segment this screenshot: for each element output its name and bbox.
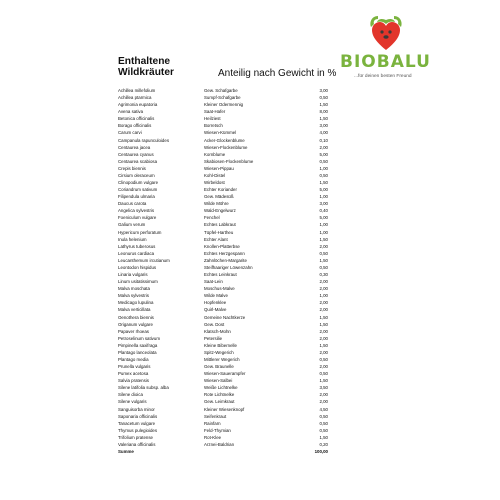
table-row bbox=[118, 115, 328, 122]
german-name: Wilde Möhre bbox=[204, 201, 229, 207]
german-name: Wald-Engelwurz bbox=[204, 208, 236, 214]
table-row bbox=[118, 236, 328, 243]
latin-name: Galium verum bbox=[118, 222, 146, 228]
dog-heart-logo-icon bbox=[368, 14, 404, 54]
weight-percent: 2,00 bbox=[319, 286, 328, 292]
table-row bbox=[118, 108, 328, 115]
table-row bbox=[118, 101, 328, 108]
latin-name: Thymus pulegioides bbox=[118, 427, 158, 433]
german-name: Arznei-Baldrian bbox=[204, 441, 235, 447]
weight-percent: 0,50 bbox=[319, 264, 328, 270]
weight-percent: 0,50 bbox=[319, 172, 328, 178]
latin-name: Hypericum perforatum bbox=[118, 229, 162, 235]
weight-percent: 1,50 bbox=[319, 102, 328, 108]
latin-name: Filipendula ulmaria bbox=[118, 194, 155, 200]
weight-percent: 0,50 bbox=[319, 158, 328, 164]
german-name: Zahnlöchen-Margarite bbox=[204, 257, 247, 263]
latin-name: Linum usitatissimum bbox=[118, 279, 158, 285]
german-name: Kleine Bibernelle bbox=[204, 342, 237, 348]
latin-name: Papaver rhoeas bbox=[118, 328, 149, 334]
german-name: Tüpfel-Hartheu bbox=[204, 229, 234, 235]
weight-percent: 1,50 bbox=[319, 180, 328, 186]
table-row bbox=[118, 214, 328, 221]
weight-percent: 4,00 bbox=[319, 130, 328, 136]
german-name: Wiesen-Salbei bbox=[204, 378, 233, 384]
table-row bbox=[118, 349, 328, 356]
total-label: Summe bbox=[118, 448, 134, 454]
table-title bbox=[118, 56, 228, 78]
table-row bbox=[118, 328, 328, 335]
column-header: Anteilig nach Gewicht in % bbox=[218, 68, 337, 79]
weight-percent: 2,00 bbox=[319, 399, 328, 405]
table-row bbox=[118, 406, 328, 413]
table-row bbox=[118, 384, 328, 391]
table-row bbox=[118, 264, 328, 271]
weight-percent: 1,00 bbox=[319, 194, 328, 200]
table-row bbox=[118, 363, 328, 370]
latin-name: Malva verticillata bbox=[118, 307, 151, 313]
german-name: Rote Lichtnelke bbox=[204, 392, 235, 398]
latin-name: Oenothera biennis bbox=[118, 314, 154, 320]
german-name: Klatsch-Mohn bbox=[204, 328, 231, 334]
table-row bbox=[118, 278, 328, 285]
table-row bbox=[118, 165, 328, 172]
table-row bbox=[118, 398, 328, 405]
weight-percent: 1,50 bbox=[319, 314, 328, 320]
german-name: Seifenkraut bbox=[204, 413, 227, 419]
weight-percent: 2,00 bbox=[319, 144, 328, 150]
weight-percent: 1,50 bbox=[319, 257, 328, 263]
latin-name: Trifolium pratense bbox=[118, 434, 153, 440]
weight-percent: 0,50 bbox=[319, 371, 328, 377]
title-line-2: Wildkräuter bbox=[118, 67, 174, 78]
weight-percent: 2,00 bbox=[319, 300, 328, 306]
german-name: Echtes Leinkraut bbox=[204, 272, 237, 278]
latin-name: Foeniculum vulgare bbox=[118, 215, 157, 221]
german-name: Petersilie bbox=[204, 335, 223, 341]
weight-percent: 4,50 bbox=[319, 406, 328, 412]
total-row bbox=[118, 448, 328, 455]
german-name: Kohl-Distel bbox=[204, 172, 226, 178]
latin-name: Leonurus cardiaca bbox=[118, 250, 155, 256]
table-row bbox=[118, 271, 328, 278]
weight-percent: 1,50 bbox=[319, 342, 328, 348]
german-name: Weiße Lichtnelke bbox=[204, 385, 238, 391]
weight-percent: 5,00 bbox=[319, 187, 328, 193]
german-name: Hopfenklee bbox=[204, 300, 227, 306]
weight-percent: 0,40 bbox=[319, 208, 328, 214]
latin-name: Plantago media bbox=[118, 356, 149, 362]
weight-percent: 0,50 bbox=[319, 250, 328, 256]
german-name: Feld-Thymian bbox=[204, 427, 231, 433]
weight-percent: 0,10 bbox=[319, 137, 328, 143]
table-row bbox=[118, 420, 328, 427]
latin-name: Valeriana officinalis bbox=[118, 441, 156, 447]
german-name: Spitz-Wegerich bbox=[204, 349, 234, 355]
weight-percent: 2,00 bbox=[319, 392, 328, 398]
latin-name: Daucus carota bbox=[118, 201, 147, 207]
german-name: Echter Alant bbox=[204, 236, 228, 242]
table-row bbox=[118, 122, 328, 129]
german-name: Saat-Hafer bbox=[204, 109, 226, 115]
table-row bbox=[118, 172, 328, 179]
table-row bbox=[118, 221, 328, 228]
latin-name: Leucanthemum ircutianum bbox=[118, 257, 170, 263]
latin-name: Salvia pratensis bbox=[118, 378, 149, 384]
latin-name: Inula helenium bbox=[118, 236, 147, 242]
latin-name: Pumex acetosa bbox=[118, 371, 149, 377]
latin-name: Achillea ptarmica bbox=[118, 95, 152, 101]
table-row bbox=[118, 321, 328, 328]
table-row bbox=[118, 243, 328, 250]
table-row bbox=[118, 250, 328, 257]
latin-name: Clinopodium vulgare bbox=[118, 180, 159, 186]
table-row bbox=[118, 335, 328, 342]
weight-percent: 2,00 bbox=[319, 243, 328, 249]
table-row bbox=[118, 87, 328, 94]
latin-name: Angelica sylvestris bbox=[118, 208, 155, 214]
german-name: Mittlerer Wegerich bbox=[204, 356, 240, 362]
table-row bbox=[118, 193, 328, 200]
german-name: Skabiosen-Flockenblume bbox=[204, 158, 254, 164]
table-row bbox=[118, 229, 328, 236]
german-name: Saat-Lein bbox=[204, 279, 223, 285]
weight-percent: 2,00 bbox=[319, 335, 328, 341]
latin-name: Silene dioica bbox=[118, 392, 143, 398]
weight-percent: 0,50 bbox=[319, 413, 328, 419]
weight-percent: 1,50 bbox=[319, 236, 328, 242]
weight-percent: 5,00 bbox=[319, 151, 328, 157]
german-name: Steifhaariger Löwenzahn bbox=[204, 264, 253, 270]
latin-name: Origanum vulgare bbox=[118, 321, 153, 327]
weight-percent: 3,00 bbox=[319, 88, 328, 93]
latin-name: Sanguisorba minor bbox=[118, 406, 155, 412]
latin-name: Crepis biennis bbox=[118, 165, 146, 171]
german-name: Gew. Dost bbox=[204, 321, 225, 327]
latin-name: Tanacetum vulgare bbox=[118, 420, 156, 426]
latin-name: Coriandrum sativum bbox=[118, 187, 158, 193]
german-name: Gew. Braunelle bbox=[204, 364, 234, 370]
weight-percent: 0,50 bbox=[319, 356, 328, 362]
table-row bbox=[118, 427, 328, 434]
latin-name: Leontodon hispidus bbox=[118, 264, 157, 270]
latin-name: Centaurea scabiosa bbox=[118, 158, 158, 164]
weight-percent: 0,50 bbox=[319, 420, 328, 426]
latin-name: Betonica officinalis bbox=[118, 116, 155, 122]
table-row bbox=[118, 207, 328, 214]
table-row bbox=[118, 413, 328, 420]
german-name: Rainfarn bbox=[204, 420, 221, 426]
german-name: Knollen-Platterbse bbox=[204, 243, 240, 249]
german-name: Heilziest bbox=[204, 116, 221, 122]
weight-percent: 2,00 bbox=[319, 279, 328, 285]
german-name: Wiesen-Flockenblume bbox=[204, 144, 248, 150]
german-name: Fenchel bbox=[204, 215, 220, 221]
table-row bbox=[118, 257, 328, 264]
weight-percent: 1,00 bbox=[319, 229, 328, 235]
table-row bbox=[118, 186, 328, 193]
german-name: Wiesen-Sauerampfer bbox=[204, 371, 246, 377]
weight-percent: 5,00 bbox=[319, 215, 328, 221]
german-name: Wiesen-Kümmel bbox=[204, 130, 237, 136]
title-line-1: Enthaltene bbox=[118, 56, 171, 67]
ingredient-table bbox=[118, 87, 328, 455]
german-name: Quirl-Malve bbox=[204, 307, 227, 313]
german-name: Moschus-Malve bbox=[204, 286, 235, 292]
table-row bbox=[118, 441, 328, 448]
german-name: Rot-Klee bbox=[204, 434, 222, 440]
weight-percent: 1,00 bbox=[319, 165, 328, 171]
weight-percent: 8,00 bbox=[319, 109, 328, 115]
latin-name: Cirsium oleraceum bbox=[118, 172, 155, 178]
latin-name: Pimpinella saxifraga bbox=[118, 342, 158, 348]
weight-percent: 0,50 bbox=[319, 95, 328, 101]
weight-percent: 2,00 bbox=[319, 307, 328, 313]
latin-name: Avena sativa bbox=[118, 109, 144, 115]
table-row bbox=[118, 200, 328, 207]
german-name: Sumpf-Schafgarbe bbox=[204, 95, 241, 101]
table-row bbox=[118, 129, 328, 136]
german-name: Kleiner Odermennig bbox=[204, 102, 244, 108]
latin-name: Borago officinalis bbox=[118, 123, 152, 129]
latin-name: Medicago lupulina bbox=[118, 300, 154, 306]
weight-percent: 2,00 bbox=[319, 349, 328, 355]
weight-percent: 1,00 bbox=[319, 293, 328, 299]
table-row bbox=[118, 299, 328, 306]
latin-name: Centaurea cyanus bbox=[118, 151, 154, 157]
table-row bbox=[118, 144, 328, 151]
latin-name: Carum carvi bbox=[118, 130, 142, 136]
german-name: Kleiner Wiesenknopf bbox=[204, 406, 245, 412]
german-name: Borretsch bbox=[204, 123, 223, 129]
latin-name: Silene vulgaris bbox=[118, 399, 147, 405]
biobalu-logo bbox=[340, 14, 460, 84]
latin-name: Saponaria officinalis bbox=[118, 413, 158, 419]
table-row bbox=[118, 314, 328, 321]
latin-name: Agrimonia eupatoria bbox=[118, 102, 158, 108]
german-name: Echtes Herzgespann bbox=[204, 250, 245, 256]
german-name: Gew. Leimkraut bbox=[204, 399, 235, 405]
table-row bbox=[118, 356, 328, 363]
latin-name: Campanula rapunculoides bbox=[118, 137, 170, 143]
weight-percent: 2,00 bbox=[319, 364, 328, 370]
german-name: Wilde Malve bbox=[204, 293, 228, 299]
latin-name: Prunella vulgaris bbox=[118, 364, 151, 370]
table-row bbox=[118, 391, 328, 398]
table-row bbox=[118, 94, 328, 101]
latin-name: Malva moschata bbox=[118, 286, 150, 292]
table-row bbox=[118, 306, 328, 313]
weight-percent: 0,50 bbox=[319, 427, 328, 433]
brand-name: BIOBALU bbox=[340, 52, 431, 72]
german-name: Wirbeldost bbox=[204, 180, 225, 186]
table-row bbox=[118, 377, 328, 384]
german-name: Echtes Labkraut bbox=[204, 222, 236, 228]
table-row bbox=[118, 342, 328, 349]
table-row bbox=[118, 151, 328, 158]
weight-percent: 0,20 bbox=[319, 441, 328, 447]
table-row bbox=[118, 370, 328, 377]
weight-percent: 1,50 bbox=[319, 116, 328, 122]
german-name: Acker-Glockenblume bbox=[204, 137, 245, 143]
weight-percent: 1,50 bbox=[319, 378, 328, 384]
latin-name: Petroselinum sativum bbox=[118, 335, 160, 341]
weight-percent: 1,50 bbox=[319, 321, 328, 327]
german-name: Gemeine Nachtkerze bbox=[204, 314, 246, 320]
total-value: 100,00 bbox=[314, 448, 328, 454]
latin-name: Linaria vulgaris bbox=[118, 272, 148, 278]
weight-percent: 2,00 bbox=[319, 328, 328, 334]
german-name: Kornblume bbox=[204, 151, 226, 157]
weight-percent: 3,50 bbox=[319, 385, 328, 391]
weight-percent: 0,30 bbox=[319, 272, 328, 278]
latin-name: Silene latifolia subsp. alba bbox=[118, 385, 169, 391]
table-row bbox=[118, 179, 328, 186]
german-name: Gew. Mädesüß bbox=[204, 194, 234, 200]
table-row bbox=[118, 292, 328, 299]
latin-name: Lathyrus tuberosus bbox=[118, 243, 156, 249]
latin-name: Achillea millefolium bbox=[118, 88, 156, 93]
latin-name: Malva sylvestris bbox=[118, 293, 149, 299]
latin-name: Centaurea jacea bbox=[118, 144, 151, 150]
table-row bbox=[118, 285, 328, 292]
table-row bbox=[118, 137, 328, 144]
german-name: Gew. Schafgarbe bbox=[204, 88, 238, 93]
table-row bbox=[118, 158, 328, 165]
table-row bbox=[118, 434, 328, 441]
brand-tagline: ...für deinen besten Freund bbox=[354, 74, 412, 79]
german-name: Echter Koriander bbox=[204, 187, 237, 193]
weight-percent: 3,00 bbox=[319, 123, 328, 129]
weight-percent: 3,00 bbox=[319, 201, 328, 207]
weight-percent: 1,50 bbox=[319, 434, 328, 440]
latin-name: Plantago lanceolata bbox=[118, 349, 157, 355]
german-name: Wiesen-Pippau bbox=[204, 165, 234, 171]
weight-percent: 1,00 bbox=[319, 222, 328, 228]
